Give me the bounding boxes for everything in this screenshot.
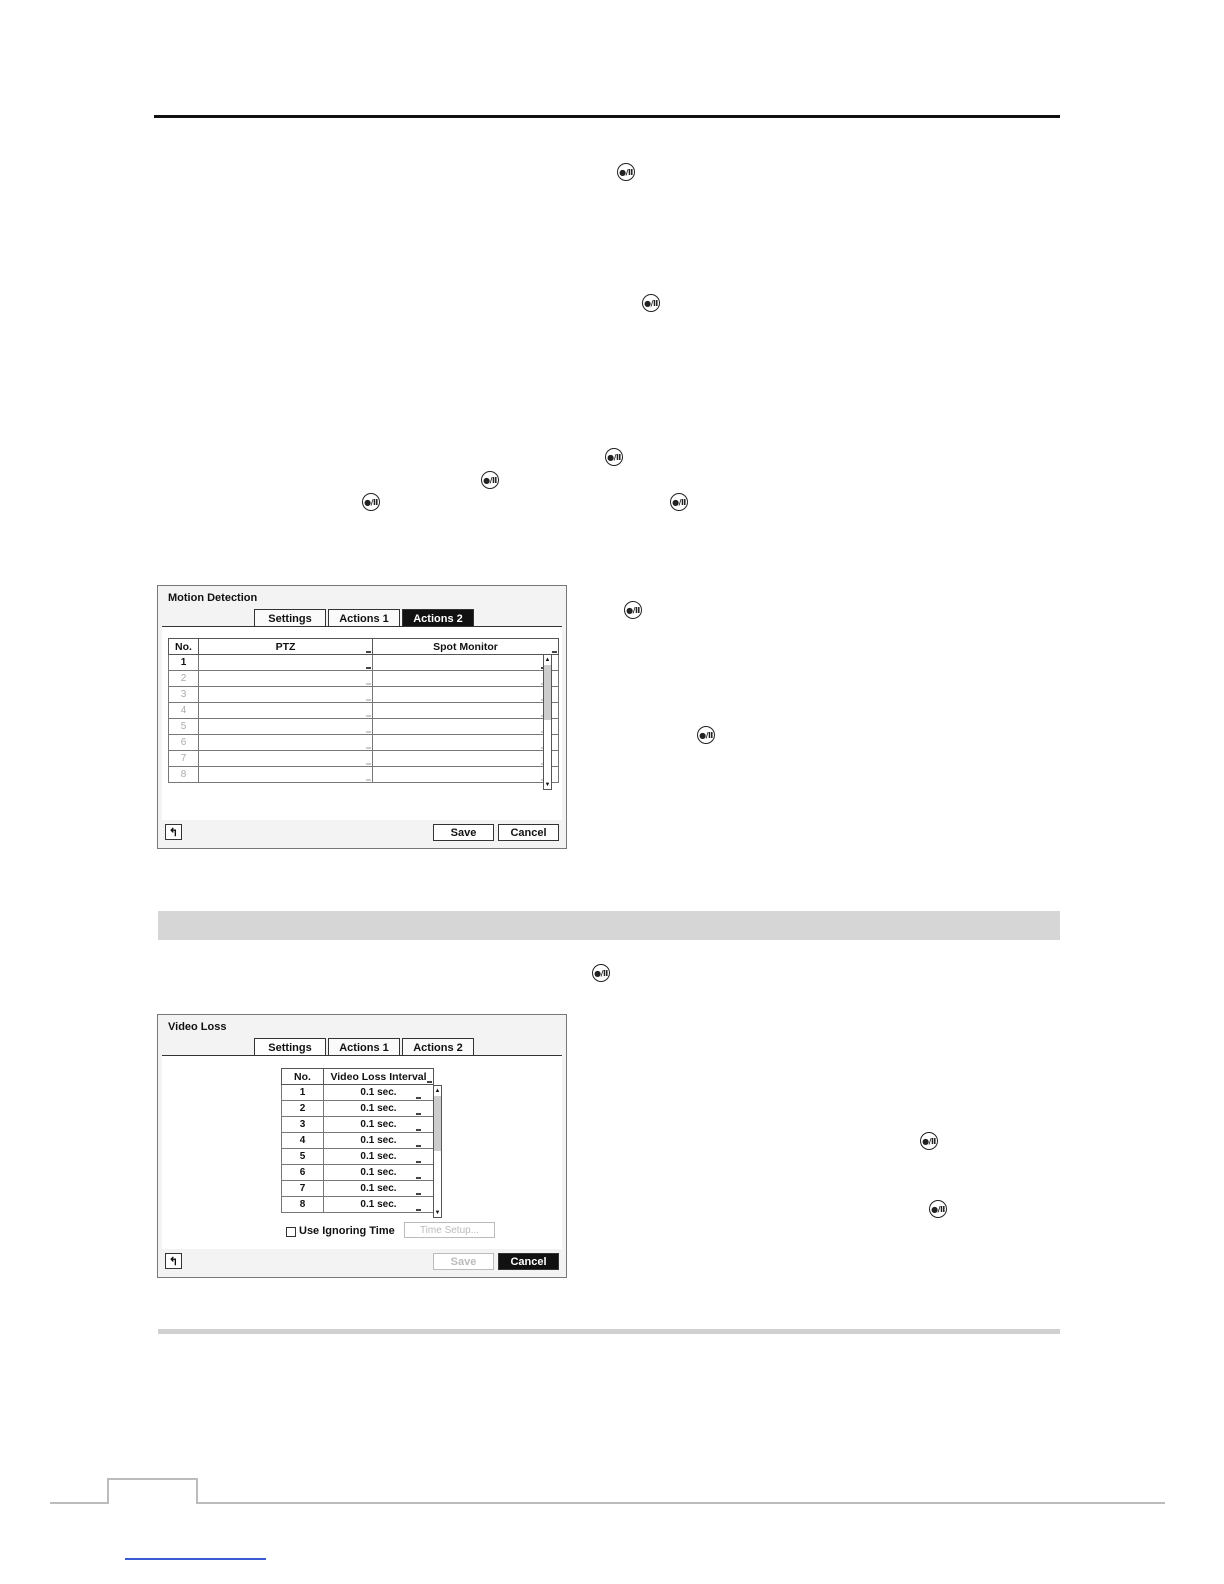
save-button[interactable]: Save <box>433 824 494 841</box>
table-row[interactable] <box>169 767 559 783</box>
ptz-cell[interactable] <box>199 655 373 671</box>
row-number: 1 <box>169 655 199 671</box>
table-scrollbar[interactable] <box>433 1085 442 1218</box>
motion-detection-dialog <box>157 585 567 849</box>
interval-cell[interactable]: 0.1 sec. <box>324 1133 434 1149</box>
tab-actions-2[interactable]: Actions 2 <box>402 609 474 627</box>
back-icon[interactable]: ↰ <box>165 824 182 840</box>
table-row[interactable] <box>282 1085 434 1101</box>
enter-button-icon: ●/Ⅱ <box>624 601 642 619</box>
table-row[interactable] <box>169 671 559 687</box>
ptz-cell[interactable] <box>199 735 373 751</box>
use-ignoring-time-checkbox[interactable] <box>286 1227 296 1237</box>
scroll-up-icon[interactable]: ▲ <box>434 1087 441 1094</box>
row-number: 7 <box>282 1181 324 1197</box>
ptz-cell[interactable] <box>199 719 373 735</box>
row-number: 7 <box>169 751 199 767</box>
time-setup-button[interactable]: Time Setup... <box>404 1222 495 1238</box>
row-number: 2 <box>282 1101 324 1117</box>
table-row[interactable] <box>169 703 559 719</box>
enter-button-icon: ●/Ⅱ <box>920 1132 938 1150</box>
table-row[interactable] <box>169 735 559 751</box>
table-row[interactable] <box>169 687 559 703</box>
row-number: 5 <box>169 719 199 735</box>
spot-monitor-cell[interactable] <box>373 719 559 735</box>
tab-actions-1[interactable]: Actions 1 <box>328 1038 400 1056</box>
enter-button-icon: ●/Ⅱ <box>481 471 499 489</box>
column-header-spot-monitor[interactable]: Spot Monitor <box>373 639 559 655</box>
tab-settings[interactable]: Settings <box>254 609 326 627</box>
table-scrollbar[interactable] <box>543 654 552 790</box>
back-icon[interactable]: ↰ <box>165 1253 182 1269</box>
column-header-no: No. <box>282 1069 324 1085</box>
scroll-down-icon[interactable]: ▼ <box>434 1209 441 1216</box>
table-row[interactable] <box>282 1165 434 1181</box>
column-header-ptz[interactable]: PTZ <box>199 639 373 655</box>
tab-bar <box>254 1038 476 1056</box>
enter-button-icon: ●/Ⅱ <box>617 163 635 181</box>
table-row[interactable] <box>169 655 559 671</box>
interval-cell[interactable]: 0.1 sec. <box>324 1165 434 1181</box>
table-row[interactable] <box>282 1101 434 1117</box>
spot-monitor-cell[interactable] <box>373 703 559 719</box>
column-header-no: No. <box>169 639 199 655</box>
interval-cell[interactable]: 0.1 sec. <box>324 1117 434 1133</box>
dialog-footer <box>162 822 562 844</box>
enter-button-icon: ●/Ⅱ <box>592 964 610 982</box>
table-row[interactable] <box>282 1117 434 1133</box>
table-row[interactable] <box>169 719 559 735</box>
scroll-thumb[interactable] <box>434 1096 441 1151</box>
column-header-video-loss-interval[interactable]: Video Loss Interval <box>324 1069 434 1085</box>
ptz-cell[interactable] <box>199 671 373 687</box>
spot-monitor-cell[interactable] <box>373 671 559 687</box>
cancel-button[interactable]: Cancel <box>498 1253 559 1270</box>
tab-actions-1[interactable]: Actions 1 <box>328 609 400 627</box>
interval-cell[interactable]: 0.1 sec. <box>324 1197 434 1213</box>
ptz-cell[interactable] <box>199 703 373 719</box>
ptz-cell[interactable] <box>199 687 373 703</box>
footer-link-underline <box>125 1558 266 1560</box>
row-number: 5 <box>282 1149 324 1165</box>
row-number: 6 <box>169 735 199 751</box>
enter-button-icon: ●/Ⅱ <box>642 294 660 312</box>
settings-panel <box>162 1056 562 1249</box>
actions-panel <box>162 627 562 820</box>
enter-button-icon: ●/Ⅱ <box>697 726 715 744</box>
page-number-tab <box>107 1478 198 1504</box>
scroll-up-icon[interactable]: ▲ <box>544 656 551 663</box>
scroll-thumb[interactable] <box>544 665 551 720</box>
dialog-title: Motion Detection <box>168 592 258 604</box>
scroll-down-icon[interactable]: ▼ <box>544 781 551 788</box>
section-heading-bar <box>158 911 1060 940</box>
row-number: 4 <box>169 703 199 719</box>
section-divider <box>158 1329 1060 1334</box>
action-table <box>168 638 559 783</box>
footer-rule <box>50 1502 1165 1504</box>
spot-monitor-cell[interactable] <box>373 735 559 751</box>
tab-actions-2[interactable]: Actions 2 <box>402 1038 474 1056</box>
row-number: 8 <box>169 767 199 783</box>
interval-cell[interactable]: 0.1 sec. <box>324 1101 434 1117</box>
ptz-cell[interactable] <box>199 767 373 783</box>
interval-cell[interactable]: 0.1 sec. <box>324 1085 434 1101</box>
use-ignoring-time-label: Use Ignoring Time <box>299 1225 395 1237</box>
spot-monitor-cell[interactable] <box>373 687 559 703</box>
ptz-cell[interactable] <box>199 751 373 767</box>
spot-monitor-cell[interactable] <box>373 767 559 783</box>
table-row[interactable] <box>169 751 559 767</box>
row-number: 3 <box>169 687 199 703</box>
enter-button-icon: ●/Ⅱ <box>605 448 623 466</box>
tab-settings[interactable]: Settings <box>254 1038 326 1056</box>
interval-cell[interactable]: 0.1 sec. <box>324 1149 434 1165</box>
video-loss-dialog <box>157 1014 567 1278</box>
dialog-footer <box>162 1251 562 1273</box>
enter-button-icon: ●/Ⅱ <box>670 493 688 511</box>
cancel-button[interactable]: Cancel <box>498 824 559 841</box>
spot-monitor-cell[interactable] <box>373 751 559 767</box>
interval-table <box>281 1068 434 1213</box>
spot-monitor-cell[interactable] <box>373 655 559 671</box>
dialog-title: Video Loss <box>168 1021 227 1033</box>
row-number: 1 <box>282 1085 324 1101</box>
row-number: 3 <box>282 1117 324 1133</box>
table-row[interactable] <box>282 1181 434 1197</box>
row-number: 4 <box>282 1133 324 1149</box>
table-row[interactable] <box>282 1133 434 1149</box>
header-rule <box>154 115 1060 118</box>
interval-cell[interactable]: 0.1 sec. <box>324 1181 434 1197</box>
table-row[interactable] <box>282 1197 434 1213</box>
save-button[interactable]: Save <box>433 1253 494 1270</box>
table-row[interactable] <box>282 1149 434 1165</box>
tab-bar <box>254 609 476 627</box>
enter-button-icon: ●/Ⅱ <box>362 493 380 511</box>
enter-button-icon: ●/Ⅱ <box>929 1200 947 1218</box>
row-number: 2 <box>169 671 199 687</box>
row-number: 8 <box>282 1197 324 1213</box>
row-number: 6 <box>282 1165 324 1181</box>
